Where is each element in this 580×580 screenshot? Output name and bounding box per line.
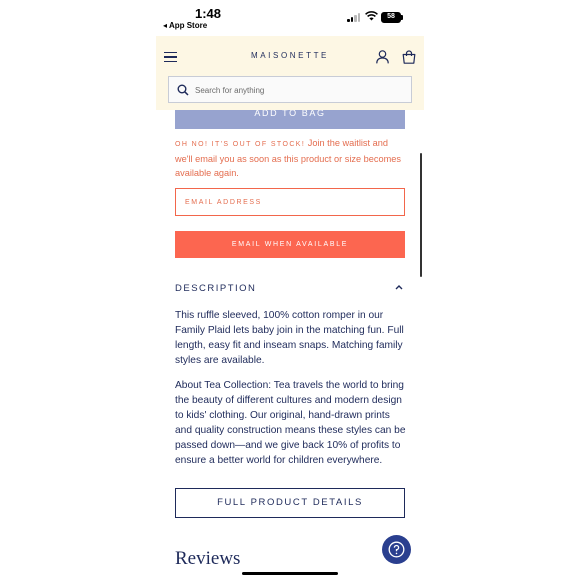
cellular-signal-icon	[347, 13, 361, 22]
description-accordion-toggle[interactable]	[175, 281, 405, 297]
help-icon	[388, 541, 405, 558]
search-bar[interactable]	[168, 76, 412, 103]
brand-logo[interactable]: MAISONETTE	[250, 51, 329, 60]
search-input[interactable]	[195, 83, 405, 97]
search-icon	[177, 84, 189, 96]
back-to-app-store-link[interactable]: ◂ App Store	[163, 21, 208, 30]
shopping-bag-icon[interactable]	[402, 50, 416, 64]
chevron-up-icon	[395, 284, 403, 290]
add-to-bag-label: ADD TO BAG	[254, 110, 326, 118]
email-when-available-button[interactable]: EMAIL WHEN AVAILABLE	[175, 231, 405, 258]
home-indicator[interactable]	[242, 572, 338, 575]
battery-icon: 58	[381, 12, 401, 23]
waitlist-text: Join the waitlist and we'll email you as soon as this product or size becomes available again.	[175, 138, 401, 178]
email-address-field[interactable]	[175, 188, 405, 216]
full-product-details-button[interactable]: FULL PRODUCT DETAILS	[175, 488, 405, 518]
account-icon[interactable]	[376, 50, 389, 64]
description-title: DESCRIPTION	[175, 283, 257, 294]
site-header	[156, 36, 424, 110]
out-of-stock-heading: OH NO! IT'S OUT OF STOCK!	[175, 141, 306, 148]
status-bar	[0, 0, 580, 36]
about-brand-paragraph: About Tea Collection: Tea travels the world to bring the beauty of different cultures and modern design to kids' clothing. Our original, hand-drawn prints and quality construction means these styles can be passed down—and we give back 10% of profits to ensure a better world for children everywhere.	[175, 380, 406, 466]
description-paragraph: This ruffle sleeved, 100% cotton romper in our Family Plaid lets baby join in the matching fun. Full length, easy fit and inseam snaps. Matching family styles are available.	[175, 310, 404, 366]
reviews-heading: Reviews	[175, 548, 241, 569]
scrollbar[interactable]	[420, 153, 422, 277]
help-button[interactable]	[382, 535, 411, 564]
battery-tip	[401, 15, 403, 20]
email-address-input[interactable]	[176, 189, 404, 215]
out-of-stock-message	[175, 136, 407, 180]
wifi-icon	[365, 11, 378, 21]
add-to-bag-button[interactable]	[175, 110, 405, 129]
status-time: 1:48	[195, 6, 222, 21]
